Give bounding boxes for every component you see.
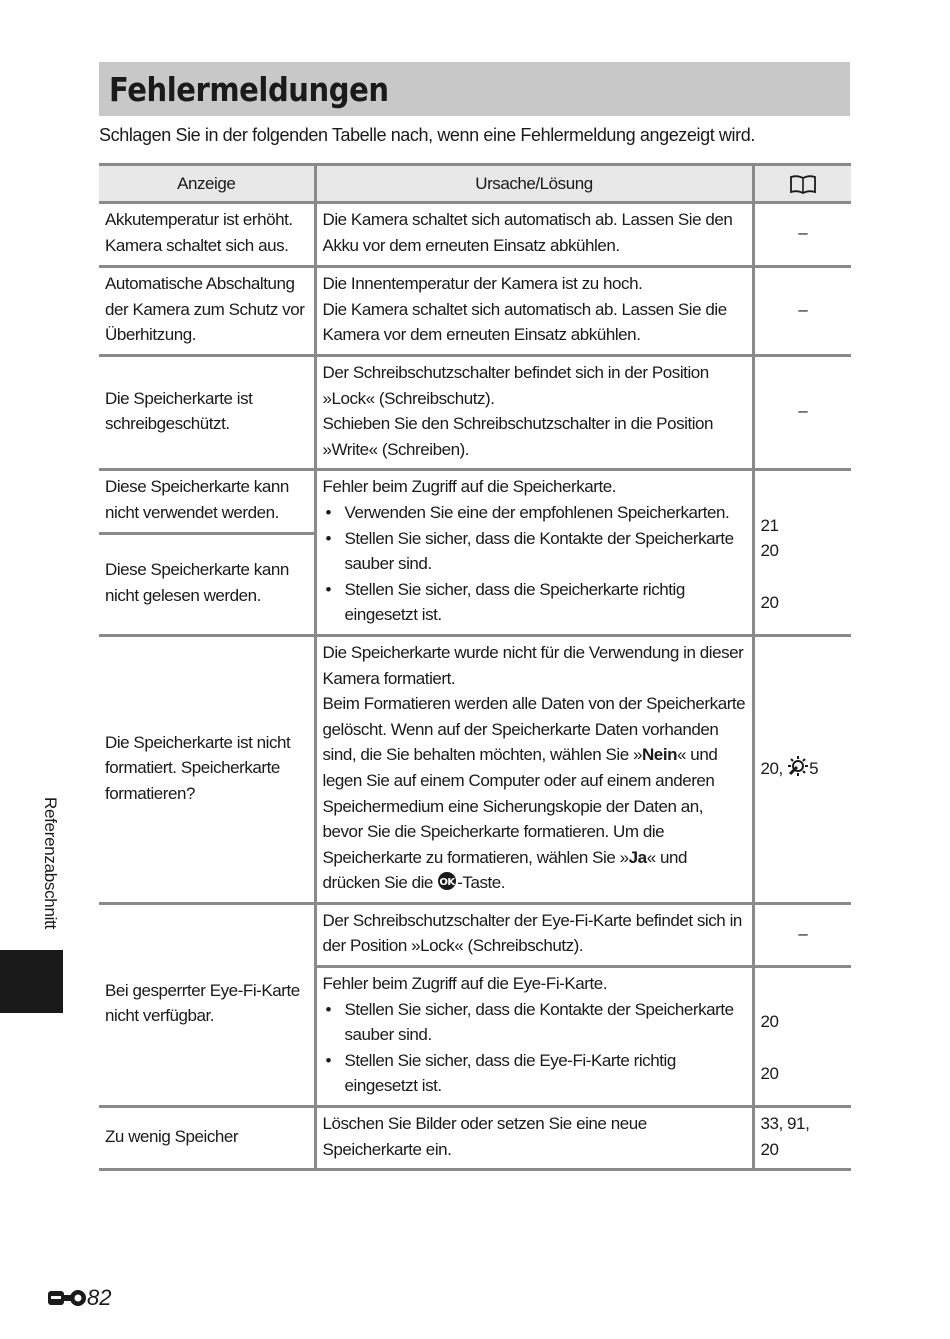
cause-cell xyxy=(315,470,753,636)
page-title: Fehlermeldungen xyxy=(109,69,389,109)
header-reference xyxy=(753,165,851,203)
table-row xyxy=(99,635,851,903)
cause-line: Der Schreibschutzschalter befindet sich in der Position »Lock« (Schreibschutz). xyxy=(322,363,709,408)
cause-line: Die Speicherkarte wurde nicht für die Verwendung in dieser Kamera formatiert. xyxy=(322,642,744,688)
message-cell: Bei gesperrter Eye-Fi-Karte nicht verfügbar. xyxy=(99,903,315,1106)
reference-value: 5 xyxy=(809,758,819,778)
reference-cell xyxy=(753,1107,851,1170)
ok-button-icon xyxy=(437,871,457,891)
cause-line xyxy=(323,691,746,896)
reference-value: 20 xyxy=(760,1012,779,1032)
cause-cell: Der Schreibschutzschalter der Eye-Fi-Karte befindet sich in der Position »Lock« (Schreibschutz). xyxy=(315,903,753,966)
reference-value: 20, xyxy=(760,758,788,778)
reference-value: 20 xyxy=(760,1139,779,1159)
reference-value: 21 xyxy=(760,515,779,535)
reference-cell: – xyxy=(753,203,851,267)
page-number-value: 82 xyxy=(87,1285,112,1310)
header-ursache-loesung: Ursache/Lösung xyxy=(315,165,753,203)
reference-cell: – xyxy=(753,356,851,470)
reference-value: 33, 91, xyxy=(760,1114,810,1134)
table-row xyxy=(99,1107,851,1170)
cause-cell: Löschen Sie Bilder oder setzen Sie eine neue Speicherkarte ein. xyxy=(315,1107,753,1170)
cause-line: Fehler beim Zugriff auf die Speicherkarte. xyxy=(322,477,617,497)
cause-line: Fehler beim Zugriff auf die Eye-Fi-Karte. xyxy=(322,974,608,994)
table-row xyxy=(99,470,851,533)
cause-cell xyxy=(315,635,753,903)
bullet-item: • Stellen Sie sicher, dass die Speicherkarte richtig eingesetzt ist. xyxy=(323,577,746,628)
reference-cell: – xyxy=(753,903,851,966)
cause-line: Die Kamera schaltet sich automatisch ab. Lassen Sie die Kamera vor dem erneuten Einsatz abkühlen. xyxy=(322,299,727,345)
error-message-table xyxy=(99,163,851,1171)
reference-cell xyxy=(753,967,851,1107)
message-cell: Diese Speicherkarte kann nicht verwendet werden. xyxy=(99,470,315,533)
intro-text: Schlagen Sie in der folgenden Tabelle nach, wenn eine Fehlermeldung angezeigt wird. xyxy=(99,125,755,145)
svg-text:OK: OK xyxy=(439,877,455,889)
cause-cell xyxy=(315,967,753,1107)
bullet-item: • Verwenden Sie eine der empfohlenen Speicherkarten. xyxy=(323,500,746,526)
setup-menu-icon xyxy=(787,755,809,777)
message-cell: Die Speicherkarte ist nicht formatiert. Speicherkarte formatieren? xyxy=(99,635,315,903)
bullet-item: • Stellen Sie sicher, dass die Kontakte der Speicherkarte sauber sind. xyxy=(323,526,746,577)
table-row xyxy=(99,203,851,267)
message-cell: Akkutemperatur ist erhöht. Kamera schaltet sich aus. xyxy=(99,203,315,267)
title-bar xyxy=(99,62,850,116)
text-part: -Taste. xyxy=(457,873,506,893)
text-part: Beim Formatieren werden alle Daten von der Speicherkarte gelöscht. Wenn auf der Speicherkarte Daten vorhanden sind, die Sie behalten möchten, wählen Sie » xyxy=(322,694,746,765)
bullet-item: • Stellen Sie sicher, dass die Eye-Fi-Karte richtig eingesetzt ist. xyxy=(323,1048,746,1099)
reference-value: 20 xyxy=(760,592,779,612)
message-cell: Die Speicherkarte ist schreibgeschützt. xyxy=(99,356,315,470)
section-side-label: Referenzabschnitt xyxy=(41,797,60,929)
cause-line: Die Innentemperatur der Kamera ist zu hoch. xyxy=(322,274,643,294)
table-row xyxy=(99,267,851,356)
cause-cell: Die Kamera schaltet sich automatisch ab. Lassen Sie den Akku vor dem erneuten Einsatz abkühlen. xyxy=(315,203,753,267)
message-cell: Zu wenig Speicher xyxy=(99,1107,315,1170)
table-row xyxy=(99,356,851,470)
message-cell: Automatische Abschaltung der Kamera zum Schutz vor Überhitzung. xyxy=(99,267,315,356)
page-number xyxy=(47,1285,111,1311)
cause-line: Schieben Sie den Schreibschutzschalter in die Position »Write« (Schreiben). xyxy=(322,414,714,459)
section-tab-marker xyxy=(0,950,63,1013)
option-ja: Ja xyxy=(628,847,647,867)
reference-value: 20 xyxy=(760,541,779,561)
reference-value: 20 xyxy=(760,1063,779,1083)
cause-cell xyxy=(315,267,753,356)
header-anzeige: Anzeige xyxy=(99,165,315,203)
table-header-row xyxy=(99,165,851,203)
reference-section-icon xyxy=(47,1287,87,1309)
reference-cell: – xyxy=(753,267,851,356)
message-cell: Diese Speicherkarte kann nicht gelesen werden. xyxy=(99,533,315,635)
book-icon xyxy=(789,174,817,194)
cause-cell xyxy=(315,356,753,470)
bullet-item: • Stellen Sie sicher, dass die Kontakte der Speicherkarte sauber sind. xyxy=(323,997,746,1048)
reference-cell xyxy=(753,635,851,903)
text-part: « und legen Sie auf einem Computer oder auf einem anderen Speichermedium eine Sicherungskopie der Daten an, bevor Sie die Speicherkarte formatieren. Um die Speicherkarte zu formatieren, wählen Sie » xyxy=(322,745,718,867)
text-part: « und drücken Sie die xyxy=(322,847,687,893)
option-nein: Nein xyxy=(641,745,678,765)
table-row xyxy=(99,903,851,966)
reference-cell xyxy=(753,470,851,636)
